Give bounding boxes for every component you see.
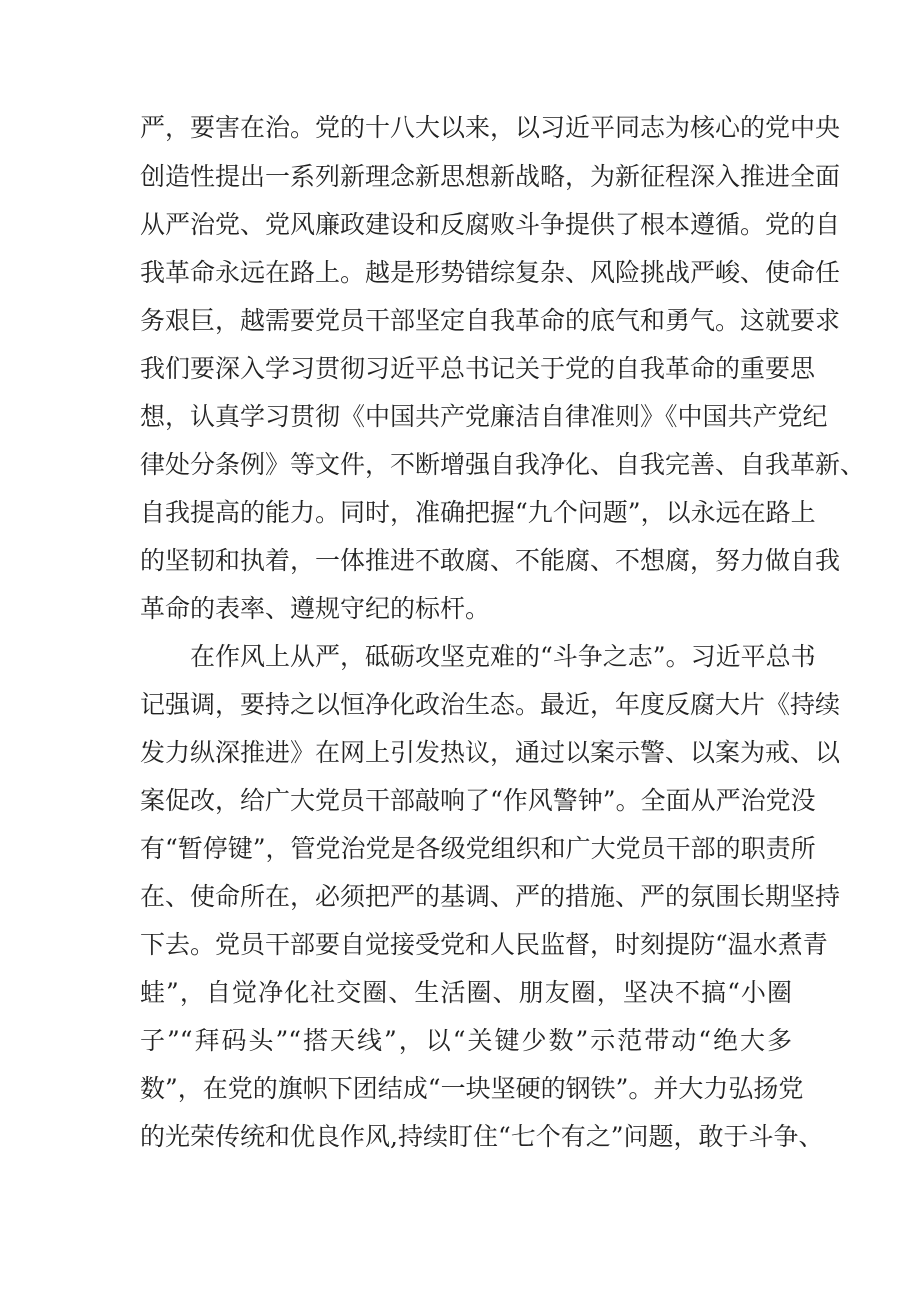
text-line-10: 的坚韧和执着，一体推进不敢腐、不能腐、不想腐，努力做自我 [140, 546, 841, 575]
text-line-8: 律处分条例》等文件，不断增强自我净化、自我完善、自我革新、 [140, 450, 866, 479]
text-line-4: 我革命永远在路上。越是形势错综复杂、风险挑战严峻、使命任 [140, 258, 841, 287]
text-line-19: 蛙”，自觉净化社交圈、生活圈、朋友圈，坚决不搞“小圈 [140, 978, 792, 1007]
text-line-20: 子”“拜码头”“搭天线”，以“关键少数”示范带动“绝大多 [140, 1026, 792, 1055]
text-line-15: 案促改，给广大党员干部敲响了“作风警钟”。全面从严治党没 [140, 786, 816, 815]
text-line-6: 我们要深入学习贯彻习近平总书记关于党的自我革命的重要思 [140, 354, 816, 383]
text-line-3: 从严治党、党风廉政建设和反腐败斗争提供了根本遵循。党的自 [140, 210, 841, 239]
text-line-5: 务艰巨，越需要党员干部坚定自我革命的底气和勇气。这就要求 [140, 306, 841, 335]
text-line-2: 创造性提出一系列新理念新思想新战略，为新征程深入推进全面 [140, 162, 841, 191]
text-line-16: 有“暂停键”，管党治党是各级党组织和广大党员干部的职责所 [140, 834, 816, 863]
text-line-14: 发力纵深推进》在网上引发热议，通过以案示警、以案为戒、以 [140, 738, 841, 767]
text-line-17: 在、使命所在，必须把严的基调、严的措施、严的氛围长期坚持 [140, 882, 841, 911]
text-line-11: 革命的表率、遵规守纪的标杆。 [140, 594, 491, 623]
text-line-1: 严，要害在治。党的十八大以来，以习近平同志为核心的党中央 [140, 113, 841, 142]
text-line-12: 在作风上从严，砥砺攻坚克难的“斗争之志”。习近平总书 [190, 642, 816, 671]
text-line-13: 记强调，要持之以恒净化政治生态。最近，年度反腐大片《持续 [140, 690, 841, 719]
text-line-9: 自我提高的能力。同时，准确把握“九个问题”，以永远在路上 [140, 498, 816, 527]
text-line-21: 数”，在党的旗帜下团结成“一块坚硬的钢铁”。并大力弘扬党 [140, 1074, 804, 1103]
text-line-7: 想，认真学习贯彻《中国共产党廉洁自律准则》《中国共产党纪 [140, 402, 828, 431]
text-line-22: 的光荣传统和优良作风,持续盯住“七个有之”问题，敢于斗争、 [140, 1122, 824, 1151]
text-line-18: 下去。党员干部要自觉接受党和人民监督，时刻提防“温水煮青 [140, 930, 828, 959]
